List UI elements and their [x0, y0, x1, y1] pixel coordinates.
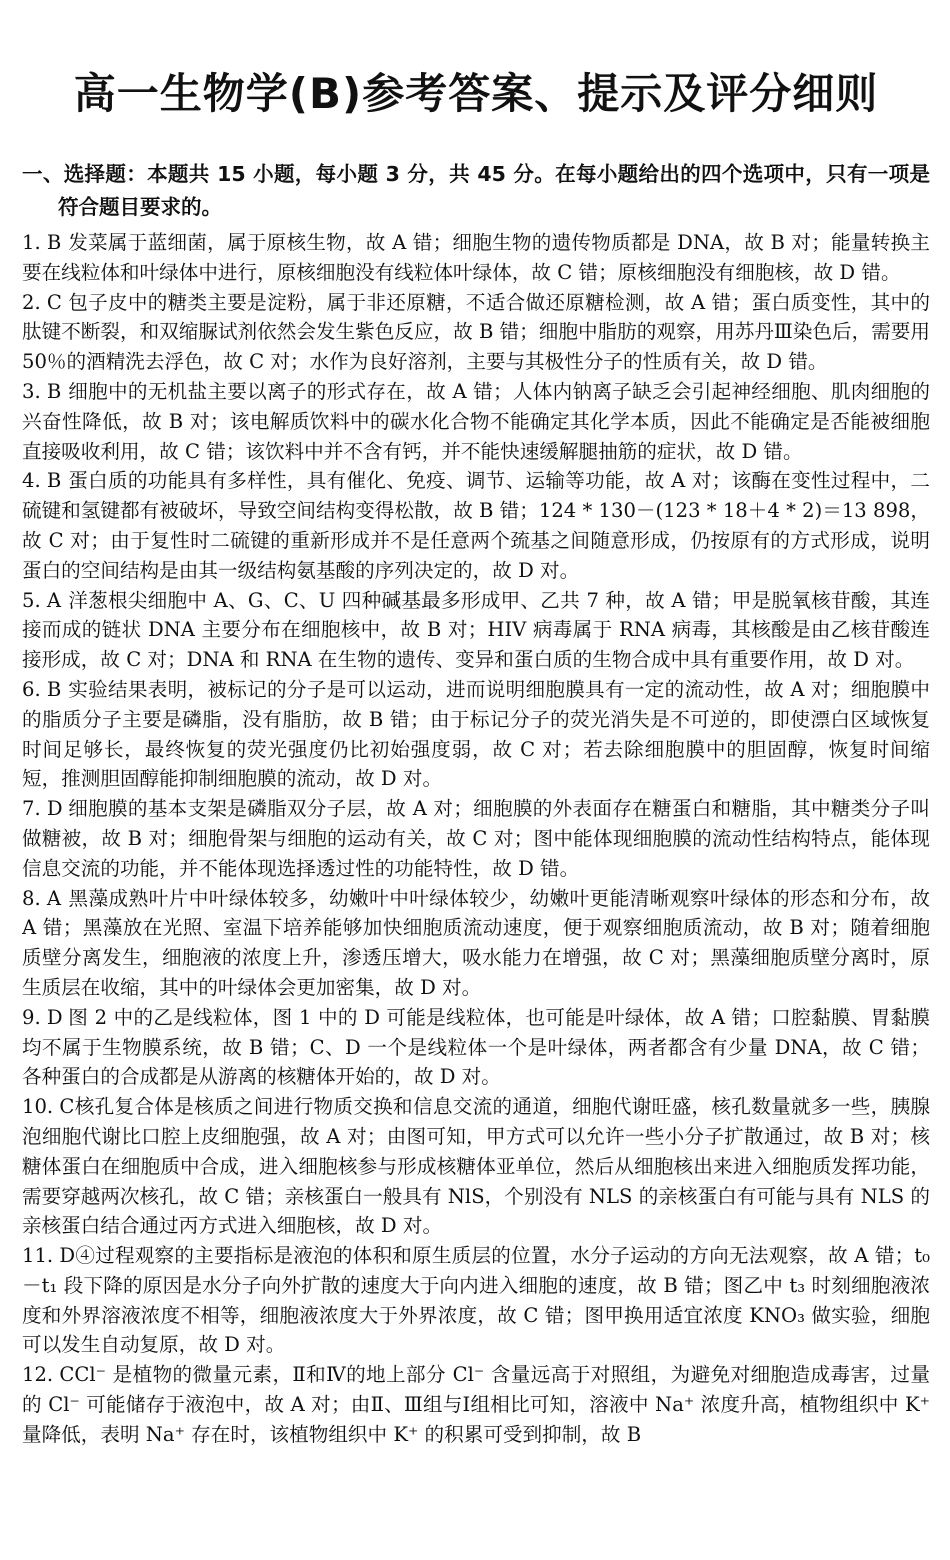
section-heading: 一、选择题：本题共 15 小题，每小题 3 分，共 45 分。在每小题给出的四个选项中，只有一项是符合题目要求的。 [22, 162, 930, 219]
answer-list [22, 228, 930, 1450]
answer-label: 2. C [22, 290, 62, 314]
answer-label: 1. B [22, 231, 62, 254]
answer-label: 9. D [22, 1005, 63, 1029]
answer-label: 12. C [22, 1363, 75, 1387]
answer-item [22, 1092, 930, 1241]
page-title: 高一生物学(B)参考答案、提示及评分细则 [73, 69, 879, 118]
answer-text: 包子皮中的糖类主要是淀粉，属于非还原糖，不适合做还原糖检测，故 A 错；蛋白质变性，其中的肽键不断裂，和双缩脲试剂依然会发生紫色反应，故 B 错；细胞中脂肪的观察，用苏丹Ⅲ染色后，需要用 50％的酒精洗去浮色，故 C 对；水作为良好溶剂，主要与其极性分子的性质有关，故 D 错。 [22, 290, 930, 374]
answer-item [22, 1360, 930, 1449]
answer-item [22, 884, 930, 1003]
answer-key-page [0, 66, 950, 1560]
answer-text: 洋葱根尖细胞中 A、G、C、U 四种碱基最多形成甲、乙共 7 种，故 A 错；甲是脱氧核苷酸，其连接而成的链状 DNA 主要分布在细胞核中，故 B 对；HIV 病毒属于 RNA 病毒，其核酸是由乙核苷酸连接形成，故 C 对；DNA 和 RNA 在生物的遗传、变异和蛋白质的生物合成中具有重要作用，故 D 对。 [22, 588, 930, 672]
answer-text: 实验结果表明，被标记的分子是可以运动，进而说明细胞膜具有一定的流动性，故 A 对；细胞膜中的脂质分子主要是磷脂，没有脂肪，故 B 错；由于标记分子的荧光消失是不可逆的，即使漂白区域恢复时间足够长，最终恢复的荧光强度仍比初始强度弱，故 C 对；若去除细胞膜中的胆固醇，恢复时间缩短，推测胆固醇能抑制细胞膜的流动，故 D 对。 [22, 677, 930, 791]
answer-text: 图 2 中的乙是线粒体，图 1 中的 D 可能是线粒体，也可能是叶绿体，故 A 错；口腔黏膜、胃黏膜均不属于生物膜系统，故 B 错；C、D 一个是线粒体一个是叶绿体，两者都含有少量 DNA，故 C 错；各种蛋白的合成都是从游离的核糖体开始的，故 D 对。 [22, 1005, 930, 1089]
answer-item [22, 288, 930, 377]
answer-label: 8. A [22, 886, 62, 910]
answer-item [22, 586, 930, 675]
answer-text: 核孔复合体是核质之间进行物质交换和信息交流的通道，细胞代谢旺盛，核孔数量就多一些，胰腺泡细胞代谢比口腔上皮细胞强，故 A 对；由图可知，甲方式可以允许一些小分子扩散通过，故 B 对；核糖体蛋白在细胞质中合成，进入细胞核参与形成核糖体亚单位，然后从细胞核出来进入细胞质发挥功能，需要穿越两次核孔，故 C 错；亲核蛋白一般具有 NlS，个别没有 NLS 的亲核蛋白有可能与具有 NLS 的亲核蛋白结合通过丙方式进入细胞核，故 D 对。 [22, 1095, 930, 1238]
answer-text: 黑藻成熟叶片中叶绿体较多，幼嫩叶中叶绿体较少，幼嫩叶更能清晰观察叶绿体的形态和分布，故 A 错；黑藻放在光照、室温下培养能够加快细胞质流动速度，便于观察细胞质流动，故 B 对；随着细胞质壁分离发生，细胞液的浓度上升，渗透压增大，吸水能力在增强，故 C 对；黑藻细胞质壁分离时，原生质层在收缩，其中的叶绿体会更加密集，故 D 对。 [22, 886, 930, 999]
answer-item [22, 675, 930, 794]
answer-text: Cl⁻ 是植物的微量元素，Ⅱ和Ⅳ的地上部分 Cl⁻ 含量远高于对照组，为避免对细胞造成毒害，过量的 Cl⁻ 可能储存于液泡中，故 A 对；由Ⅱ、Ⅲ组与Ⅰ组相比可知，溶液中 Na⁺ 浓度升高，植物组织中 K⁺ 量降低，表明 Na⁺ 存在时，该植物组织中 K⁺ 的积累可受到抑制，故 B [22, 1363, 930, 1446]
answer-item [22, 1003, 930, 1092]
answer-item [22, 794, 930, 883]
answer-text: 细胞中的无机盐主要以离子的形式存在，故 A 错；人体内钠离子缺乏会引起神经细胞、肌肉细胞的兴奋性降低，故 B 对；该电解质饮料中的碳水化合物不能确定其化学本质，因此不能确定是否能被细胞直接吸收利用，故 C 错；该饮料中并不含有钙，并不能快速缓解腿抽筋的症状，故 D 错。 [22, 379, 930, 463]
answer-label: 7. D [22, 797, 63, 821]
answer-text: 发菜属于蓝细菌，属于原核生物，故 A 错；细胞生物的遗传物质都是 DNA，故 B 对；能量转换主要在线粒体和叶绿体中进行，原核细胞没有线粒体叶绿体，故 C 错；原核细胞没有细胞核，故 D 错。 [22, 231, 930, 284]
answer-label: 3. B [22, 379, 62, 403]
answer-label: 5. A [22, 588, 62, 612]
answer-item [22, 1241, 930, 1360]
answer-text: 蛋白质的功能具有多样性，具有催化、免疫、调节、运输等功能，故 A 对；该酶在变性过程中，二硫键和氢键都有被破坏，导致空间结构变得松散，故 B 错；124 * 130－(123 * 18＋4 * 2)＝13 898，故 C 对；由于复性时二硫键的重新形成并不是任意两个巯基之间随意形成，仍按原有的方式形成，说明蛋白的空间结构是由其一级结构氨基酸的序列决定的，故 D 对。 [22, 469, 930, 582]
answer-text: ④过程观察的主要指标是液泡的体积和原生质层的位置，水分子运动的方向无法观察，故 A 错；t₀－t₁ 段下降的原因是水分子向外扩散的速度大于向内进入细胞的速度，故 B 错；图乙中 t₃ 时刻细胞液浓度和外界溶液浓度不相等，细胞液浓度大于外界浓度，故 C 错；图甲换用适宜浓度 KNO₃ 做实验，细胞可以发生自动复原，故 D 对。 [22, 1244, 930, 1357]
answer-label: 11. D [22, 1244, 76, 1268]
answer-text: 细胞膜的基本支架是磷脂双分子层，故 A 对；细胞膜的外表面存在糖蛋白和糖脂，其中糖类分子叫做糖被，故 B 对；细胞骨架与细胞的运动有关，故 C 对；图中能体现细胞膜的流动性结构特点，能体现信息交流的功能，并不能体现选择透过性的功能特性，故 D 错。 [22, 797, 930, 880]
answer-label: 10. C [22, 1095, 75, 1119]
answer-item [22, 228, 930, 288]
answer-label: 4. B [22, 469, 62, 493]
answer-label: 6. B [22, 677, 62, 701]
answer-item [22, 377, 930, 466]
answer-item [22, 466, 930, 585]
